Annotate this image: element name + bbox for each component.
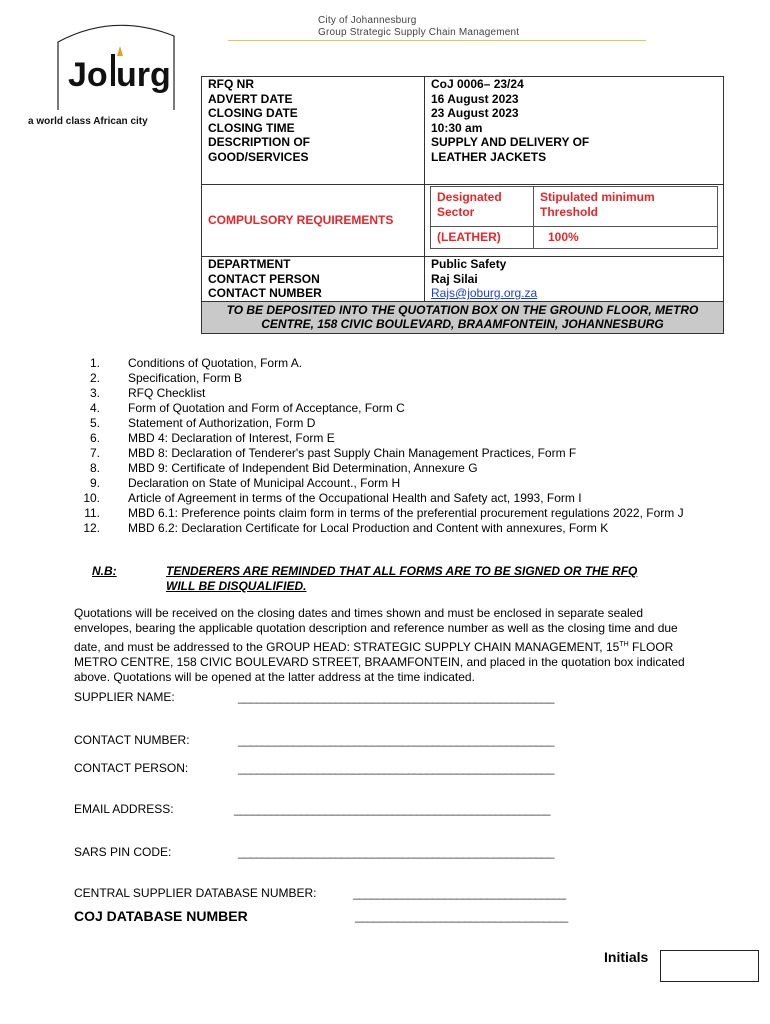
rfq-details-table	[201, 76, 724, 334]
compulsory-requirements-label: COMPULSORY REQUIREMENTS	[208, 213, 394, 228]
form-list-item	[78, 506, 698, 521]
requirements-cell	[425, 185, 724, 257]
form-list-item	[78, 416, 698, 431]
csd-number-label: CENTRAL SUPPLIER DATABASE NUMBER:	[74, 886, 317, 900]
form-number: 6.	[89, 431, 100, 445]
svg-text:urg: urg	[116, 56, 171, 94]
coj-database-label: COJ DATABASE NUMBER	[74, 908, 248, 924]
form-number: 12.	[83, 521, 100, 535]
supplier-name-label: SUPPLIER NAME:	[74, 690, 175, 704]
form-list-item	[78, 476, 698, 491]
header-department: Group Strategic Supply Chain Management	[318, 27, 520, 38]
deposit-note: TO BE DEPOSITED INTO THE QUOTATION BOX ON THE GROUND FLOOR, METRO CENTRE, 158 CIVIC BOULEVARD, BRAAMFONTEIN, JOHANNESBURG	[202, 301, 724, 333]
designated-sector-value: (LEATHER)	[431, 227, 534, 249]
form-text: Article of Agreement in terms of the Occupational Health and Safety act, 1993, Form I	[128, 491, 582, 505]
csd-number-line[interactable]: ___________________________________	[353, 886, 566, 900]
form-text: Specification, Form B	[128, 371, 243, 385]
department-labels: DEPARTMENT CONTACT PERSON CONTACT NUMBER	[208, 257, 322, 300]
department-values-cell	[425, 257, 724, 302]
email-address-label: EMAIL ADDRESS:	[74, 802, 174, 816]
sars-pin-line[interactable]: ____________________________________________________	[238, 845, 554, 859]
form-number: 3.	[89, 386, 100, 400]
joburg-logo	[54, 14, 180, 112]
email-address-line[interactable]: ____________________________________________________	[234, 802, 550, 816]
form-number: 1.	[89, 356, 100, 370]
nb-warning: TENDERERS ARE REMINDED THAT ALL FORMS ARE TO BE SIGNED OR THE RFQ WILL BE DISQUALIFIED.	[166, 564, 638, 593]
department-value: Public Safety	[431, 257, 507, 271]
form-text: RFQ Checklist	[128, 386, 206, 400]
form-number: 4.	[89, 401, 100, 415]
form-text: Statement of Authorization, Form D	[128, 416, 316, 430]
requirements-table	[430, 186, 718, 249]
form-list-item	[78, 431, 698, 446]
contact-person-label: CONTACT PERSON:	[74, 761, 189, 775]
form-list-item	[78, 491, 698, 506]
form-number: 10.	[83, 491, 100, 505]
form-list-item	[78, 356, 698, 371]
designated-sector-header: Designated Sector	[431, 187, 534, 227]
form-text: MBD 8: Declaration of Tenderer's past Supply Chain Management Practices, Form F	[128, 446, 577, 460]
logo-tagline: a world class African city	[28, 116, 148, 127]
submission-instructions: Quotations will be received on the closing dates and times shown and must be enclosed in separate sealed envelopes, bearing the applicable quotation description and reference number as well as the closing time and due date, and must be addressed to the GROUP HEAD: STRATEGIC SUPPLY CHAIN MANAGEMENT, 15TH FLOOR METRO CENTRE, 158 CIVIC BOULEVARD STREET, BRAAMFONTEIN, and placed in the quotation box indicated above. Quotations will be opened at the latter address at the time indicated.	[74, 606, 685, 685]
form-list-item	[78, 386, 698, 401]
form-text: Form of Quotation and Form of Acceptance, Form C	[128, 401, 405, 415]
form-number: 2.	[89, 371, 100, 385]
form-list-item	[78, 401, 698, 416]
department-labels-cell	[202, 257, 425, 302]
contact-number-label: CONTACT NUMBER:	[74, 733, 190, 747]
form-list-item	[78, 446, 698, 461]
contact-email-link[interactable]: Rajs@joburg.org.za	[431, 286, 538, 300]
initials-box[interactable]	[660, 950, 759, 982]
form-number: 5.	[89, 416, 100, 430]
initials-label: Initials	[604, 949, 649, 965]
form-text: MBD 6.1: Preference points claim form in terms of the preferential procurement regulations 2022, Form J	[128, 506, 684, 520]
form-list-item	[78, 461, 698, 476]
form-list-item	[78, 371, 698, 386]
form-text: Conditions of Quotation, Form A.	[128, 356, 303, 370]
form-number: 7.	[89, 446, 100, 460]
contact-number-line[interactable]: ____________________________________________________	[238, 733, 554, 747]
form-number: 11.	[84, 506, 100, 520]
form-text: MBD 4: Declaration of Interest, Form E	[128, 431, 335, 445]
form-number: 9.	[89, 476, 100, 490]
form-number: 8.	[89, 461, 100, 475]
form-text: Declaration on State of Municipal Account., Form H	[128, 476, 401, 490]
nb-label: N.B:	[92, 564, 117, 578]
contact-person-line[interactable]: ____________________________________________________	[238, 761, 554, 775]
rfq-values-cell	[425, 77, 724, 185]
rfq-labels: RFQ NR ADVERT DATE CLOSING DATE CLOSING TIME DESCRIPTION OF GOOD/SERVICES	[208, 77, 311, 164]
coj-database-line[interactable]: ___________________________________	[355, 909, 568, 923]
form-text: MBD 9: Certificate of Independent Bid Determination, Annexure G	[128, 461, 478, 475]
rfq-labels-cell	[202, 77, 425, 185]
contact-person-value: Raj Silai	[431, 271, 478, 286]
threshold-header: Stipulated minimum Threshold	[534, 187, 718, 227]
required-forms-list	[78, 356, 698, 536]
form-list-item	[78, 521, 698, 536]
form-text: MBD 6.2: Declaration Certificate for Local Production and Content with annexures, Form K	[128, 521, 609, 535]
svg-text:Jo: Jo	[68, 56, 108, 94]
header-divider	[228, 40, 646, 41]
sars-pin-label: SARS PIN CODE:	[74, 845, 172, 859]
threshold-value: 100%	[534, 227, 718, 249]
compulsory-cell	[202, 185, 425, 257]
rfq-values: CoJ 0006– 23/24 16 August 2023 23 August 2023 10:30 am SUPPLY AND DELIVERY OF LEATHER JACKETS	[431, 77, 590, 164]
header-city: City of Johannesburg	[318, 15, 417, 26]
supplier-name-line[interactable]: ____________________________________________________	[238, 690, 554, 704]
